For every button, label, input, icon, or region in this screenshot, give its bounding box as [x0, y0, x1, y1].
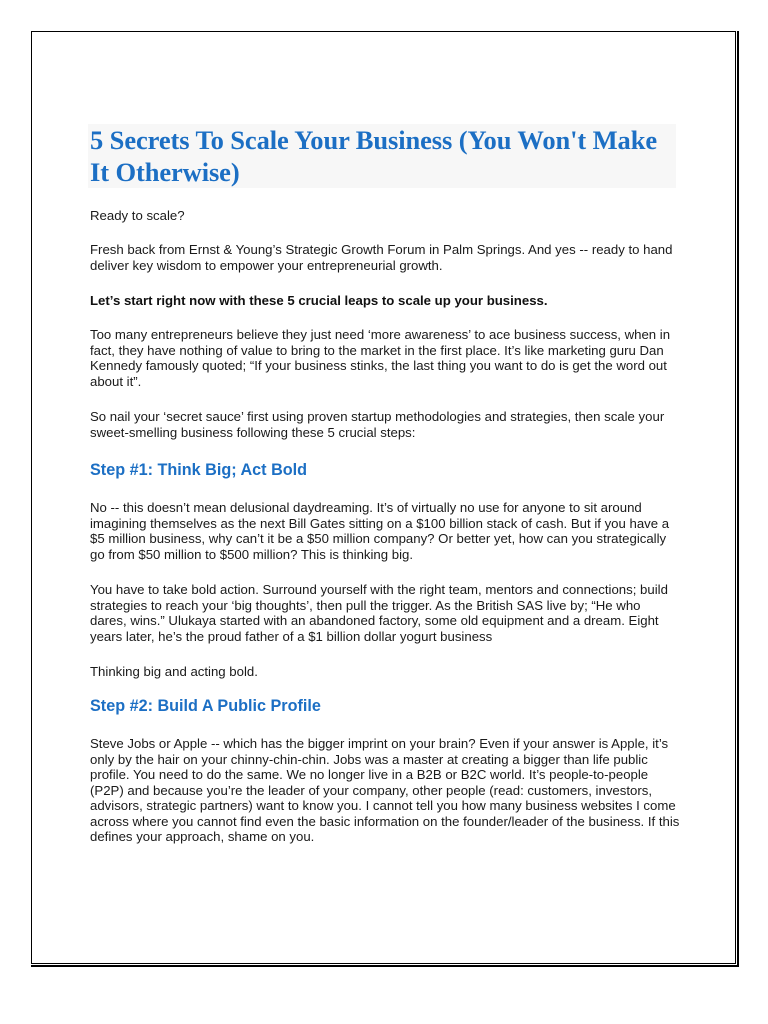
- document-body: [90, 124, 680, 844]
- step-1-paragraph-2: You have to take bold action. Surround yourself with the right team, mentors and connections; build strategies to reach your ‘big thoughts’, then pull the trigger. As the British SAS live by; “He who dares, wins.” Ulukaya started with an abandoned factory, some old equipment and a dream. Eight years later, he’s the proud father of a $1 billion dollar yogurt business: [90, 582, 668, 644]
- paragraph-lead-bold: Let’s start right now with these 5 crucial leaps to scale up your business.: [90, 293, 548, 308]
- paragraph-secret-sauce: So nail your ‘secret sauce’ first using proven startup methodologies and strategies, then scale your sweet-smelling business following these 5 crucial steps:: [90, 409, 665, 440]
- step-2-paragraph-1: Steve Jobs or Apple -- which has the bigger imprint on your brain? Even if your answer is Apple, it’s only by the hair on your chinny-chin-chin. Jobs was a master at creating a bigger than life public profile. You need to do the same. We no longer live in a B2B or B2C world. It’s people-to-people (P2P) and because you’re the leader of your company, other people (read: customers, investors, advisors, strategic partners) want to know you. I cannot tell you how many business websites I come across where you cannot find even the basic information on the founder/leader of the business. If this defines your approach, shame on you.: [90, 736, 680, 844]
- paragraph-intro-forum: Fresh back from Ernst & Young’s Strategic Growth Forum in Palm Springs. And yes -- ready to hand deliver key wisdom to empower your entrepreneurial growth.: [90, 242, 673, 273]
- step-1-heading: Step #1: Think Big; Act Bold: [90, 461, 308, 479]
- paragraph-awareness: Too many entrepreneurs believe they just need ‘more awareness’ to ace business success, when in fact, they have nothing of value to bring to the market in the first place. It’s like marketing guru Dan Kennedy famously quoted; “If your business stinks, the last thing you want to do is get the word out about it”.: [90, 327, 671, 389]
- paragraph-intro-question: Ready to scale?: [90, 208, 185, 223]
- document-title: 5 Secrets To Scale Your Business (You Won't Make It Otherwise): [90, 125, 657, 187]
- step-1-paragraph-1: No -- this doesn’t mean delusional daydreaming. It’s of virtually no use for anyone to sit around imagining themselves as the next Bill Gates sitting on a $100 billion stack of cash. But if you have a $5 million business, why can’t it be a $50 million company? Or better yet, how can you strategically go from $50 million to $500 million? This is thinking big.: [90, 500, 670, 562]
- step-2-heading: Step #2: Build A Public Profile: [90, 697, 321, 715]
- step-1-paragraph-3: Thinking big and acting bold.: [90, 664, 258, 679]
